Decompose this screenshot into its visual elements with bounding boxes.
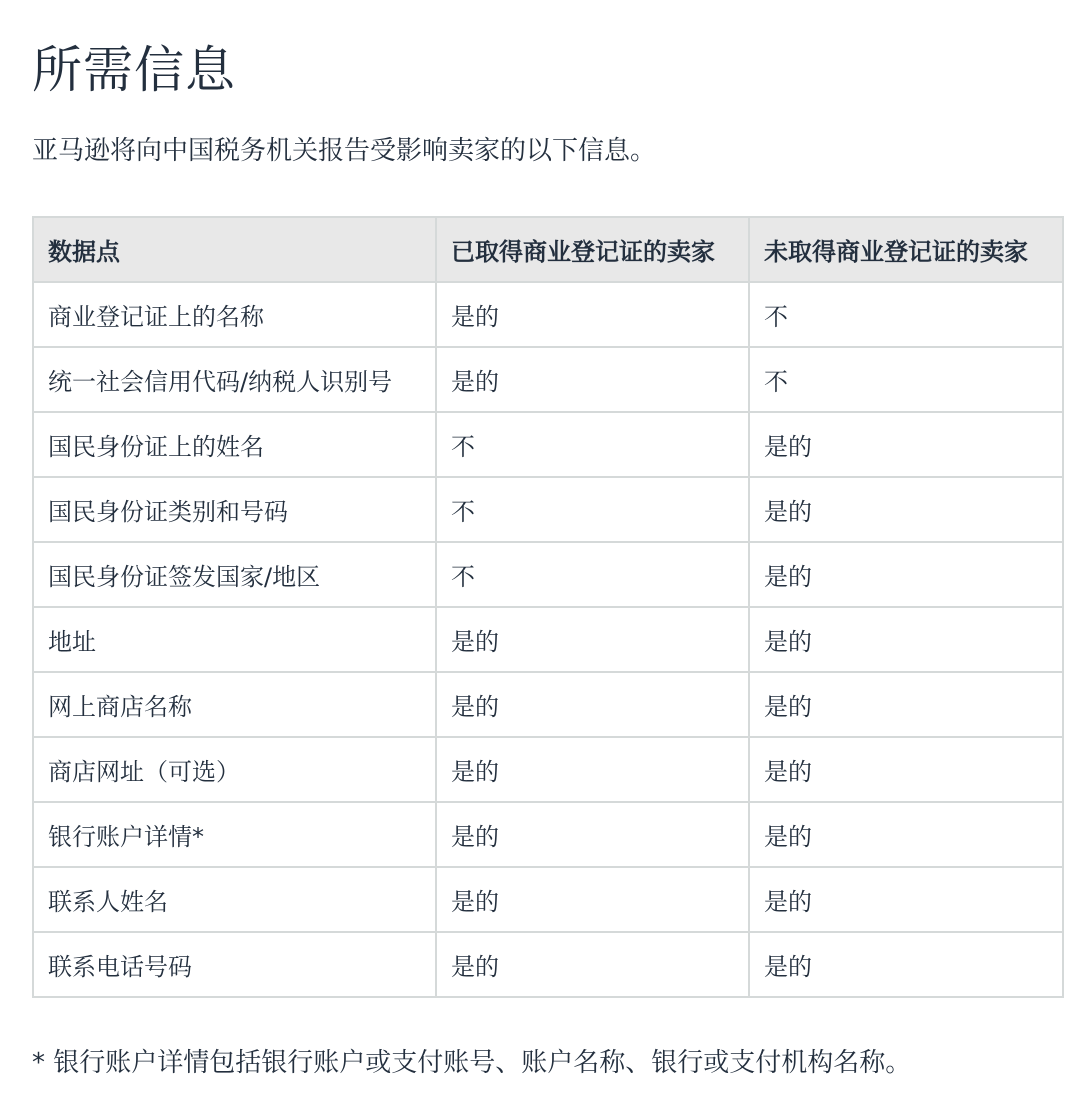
cell-without-license: 是的	[749, 477, 1063, 542]
cell-data-point: 联系电话号码	[33, 932, 436, 997]
cell-with-license: 是的	[436, 867, 749, 932]
cell-with-license: 不	[436, 412, 749, 477]
table-row	[33, 607, 1063, 672]
table-row	[33, 802, 1063, 867]
cell-data-point: 联系人姓名	[33, 867, 436, 932]
header-with-license: 已取得商业登记证的卖家	[436, 217, 749, 282]
cell-data-point: 银行账户详情*	[33, 802, 436, 867]
cell-without-license: 不	[749, 347, 1063, 412]
footnote: * 银行账户详情包括银行账户或支付账号、账户名称、银行或支付机构名称。	[32, 1048, 912, 1078]
table-row	[33, 932, 1063, 997]
table-row	[33, 542, 1063, 607]
cell-with-license: 是的	[436, 672, 749, 737]
cell-without-license: 是的	[749, 802, 1063, 867]
cell-with-license: 是的	[436, 932, 749, 997]
cell-data-point: 国民身份证类别和号码	[33, 477, 436, 542]
table-row	[33, 477, 1063, 542]
table-row	[33, 672, 1063, 737]
cell-data-point: 商业登记证上的名称	[33, 282, 436, 347]
cell-data-point: 地址	[33, 607, 436, 672]
table-row	[33, 412, 1063, 477]
table-row	[33, 347, 1063, 412]
cell-data-point: 统一社会信用代码/纳税人识别号	[33, 347, 436, 412]
cell-data-point: 国民身份证上的姓名	[33, 412, 436, 477]
cell-with-license: 是的	[436, 737, 749, 802]
cell-data-point: 国民身份证签发国家/地区	[33, 542, 436, 607]
cell-with-license: 是的	[436, 802, 749, 867]
intro-text: 亚马逊将向中国税务机关报告受影响卖家的以下信息。	[32, 136, 657, 166]
header-without-license: 未取得商业登记证的卖家	[749, 217, 1063, 282]
table-row	[33, 737, 1063, 802]
cell-with-license: 是的	[436, 347, 749, 412]
info-table	[32, 216, 1064, 998]
table-row	[33, 282, 1063, 347]
page-title: 所需信息	[32, 41, 236, 99]
table-body	[33, 282, 1063, 997]
cell-data-point: 网上商店名称	[33, 672, 436, 737]
cell-without-license: 是的	[749, 737, 1063, 802]
table-header-row	[33, 217, 1063, 282]
cell-without-license: 是的	[749, 412, 1063, 477]
cell-with-license: 是的	[436, 607, 749, 672]
cell-without-license: 是的	[749, 867, 1063, 932]
cell-with-license: 不	[436, 542, 749, 607]
cell-without-license: 是的	[749, 607, 1063, 672]
header-data-point: 数据点	[33, 217, 436, 282]
cell-without-license: 是的	[749, 672, 1063, 737]
cell-data-point: 商店网址（可选）	[33, 737, 436, 802]
table-row	[33, 867, 1063, 932]
cell-with-license: 不	[436, 477, 749, 542]
cell-without-license: 是的	[749, 542, 1063, 607]
cell-without-license: 不	[749, 282, 1063, 347]
cell-without-license: 是的	[749, 932, 1063, 997]
cell-with-license: 是的	[436, 282, 749, 347]
